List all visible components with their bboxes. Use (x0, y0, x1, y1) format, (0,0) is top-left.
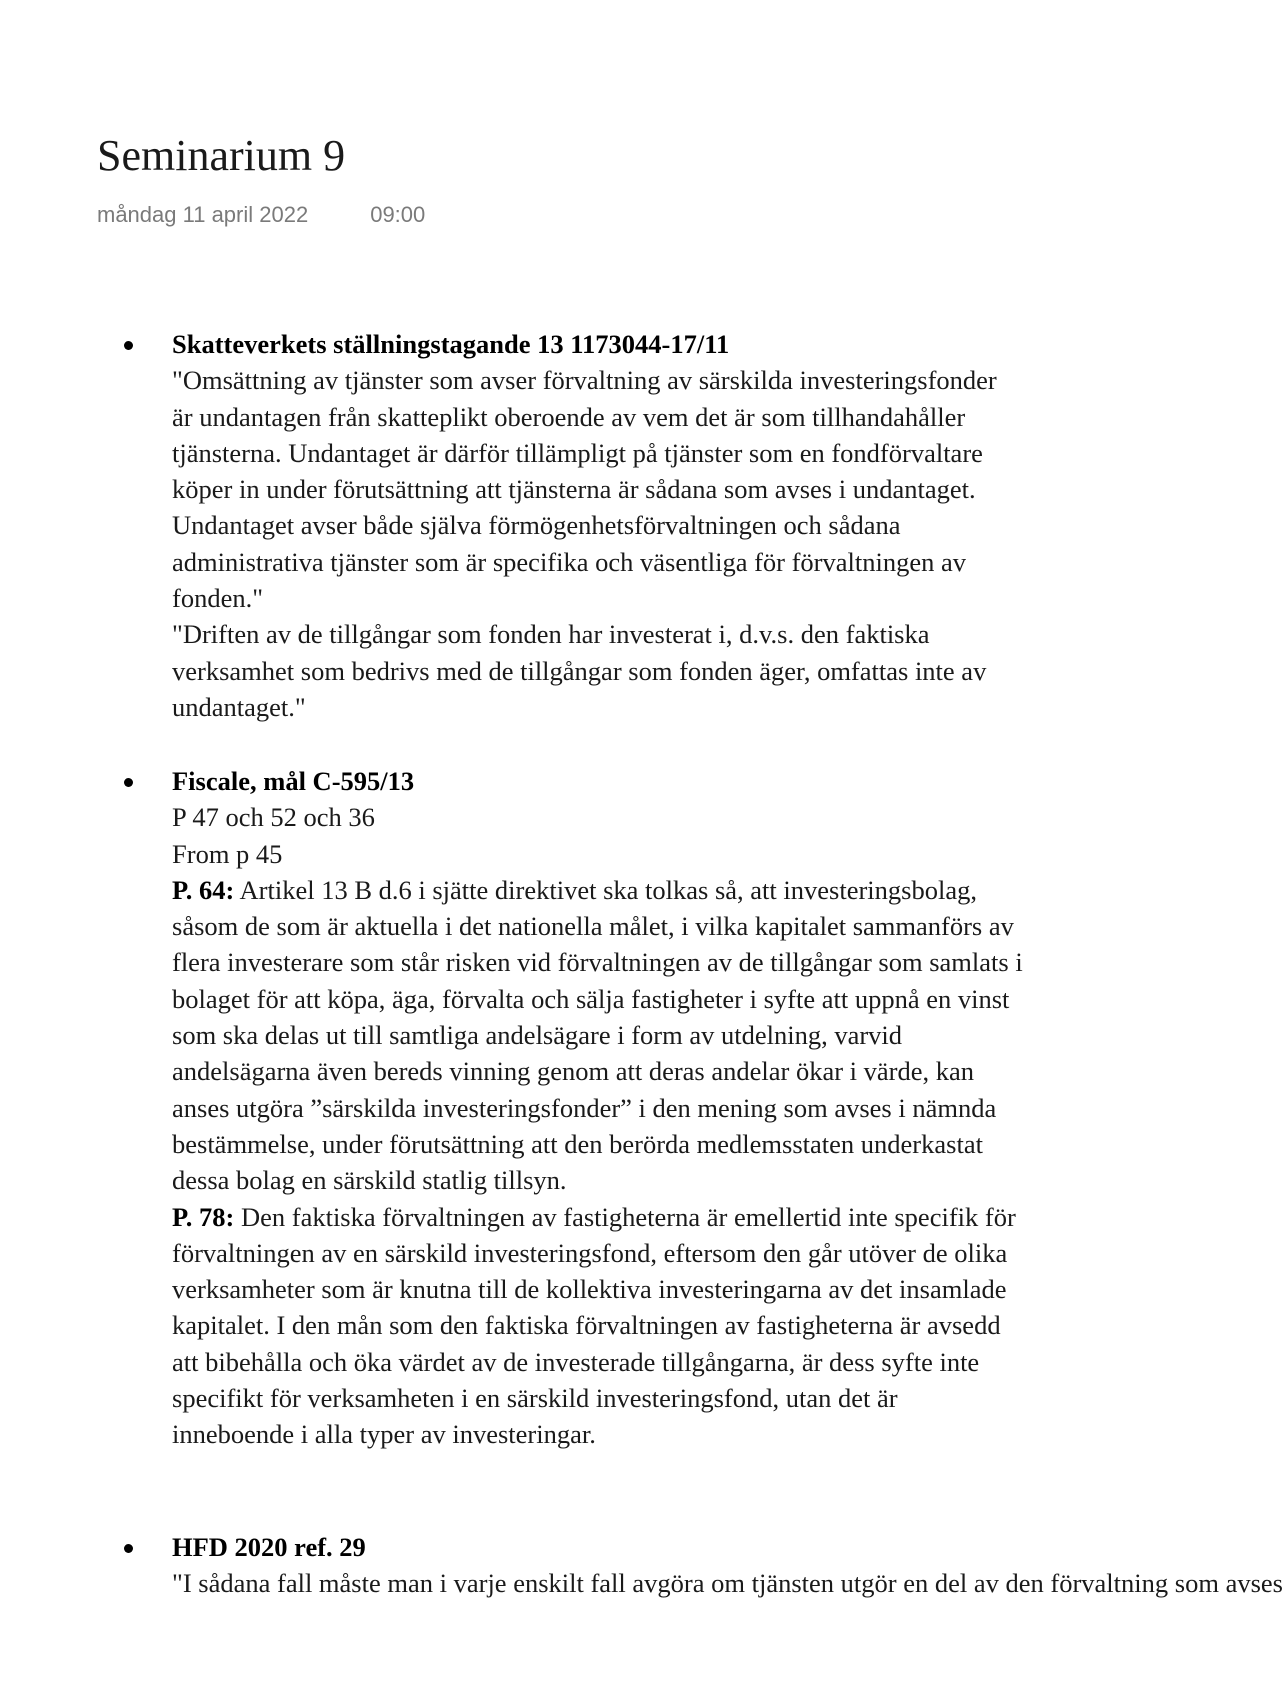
quote-line: "Driften av de tillgångar som fonden har investerat i, d.v.s. den faktiska (172, 619, 930, 650)
paragraph-line: flera investerare som står risken vid förvaltningen av de tillgångar som samlats i (172, 947, 1023, 978)
quote-line: köper in under förutsättning att tjänsterna är sådana som avses i undantaget. (172, 474, 976, 505)
quote-line: "Omsättning av tjänster som avser förvaltning av särskilda investeringsfonder (172, 365, 997, 396)
paragraph-label-p64: P. 64: (172, 874, 235, 905)
paragraph-text: Artikel 13 B d.6 i sjätte direktivet ska tolkas så, att investeringsbolag, (234, 874, 977, 905)
section-fiscale (172, 763, 1172, 1453)
quote-line: fonden." (172, 583, 264, 614)
paragraph-line: specifikt för verksamheten i en särskild investeringsfond, utan det är (172, 1383, 898, 1414)
bullet-icon (124, 1544, 133, 1553)
page-time: 09:00 (370, 202, 426, 227)
paragraph-line (172, 1199, 1172, 1235)
section-heading: HFD 2020 ref. 29 (172, 1532, 366, 1562)
paragraph-line: förvaltningen av en särskild investeringsfond, eftersom den går utöver de olika (172, 1237, 1008, 1268)
bullet-icon (124, 778, 133, 787)
paragraph-line: andelsägarna även bereds vinning genom att deras andelar ökar i värde, kan (172, 1056, 975, 1087)
paragraph-line: bestämmelse, under förutsättning att den berörda medlemsstaten underkastat (172, 1128, 983, 1159)
paragraph-line: att bibehålla och öka värdet av de investerade tillgångarna, är dess syfte inte (172, 1346, 980, 1377)
quote-line: undantaget." (172, 691, 306, 722)
paragraph-line (172, 872, 1172, 908)
quote-line: administrativa tjänster som är specifika och väsentliga för förvaltningen av (172, 546, 967, 577)
paragraph-label-p78: P. 78: (172, 1201, 235, 1232)
quote-line: är undantagen från skatteplikt oberoende av vem det är som tillhandahåller (172, 401, 966, 432)
paragraph-line: dessa bolag en särskild statlig tillsyn. (172, 1165, 567, 1196)
paragraph-line: som ska delas ut till samtliga andelsägare i form av utdelning, varvid (172, 1020, 903, 1051)
page-date: måndag 11 april 2022 (97, 202, 309, 227)
section-skatteverket (172, 326, 1172, 725)
paragraph-line: anses utgöra ”särskilda investeringsfonder” i den mening som avses i nämnda (172, 1092, 997, 1123)
quote-line: tjänsterna. Undantaget är därför tillämpligt på tjänster som en fondförvaltare (172, 437, 983, 468)
section-hfd (172, 1529, 1283, 1599)
paragraph-line: kapitalet. I den mån som den faktiska förvaltningen av fastigheterna är avsedd (172, 1310, 1001, 1341)
paragraph-line: verksamheter som är knutna till de kollektiva investeringarna av det insamlade (172, 1274, 1007, 1305)
bullet-icon (124, 341, 133, 350)
note-line: P 47 och 52 och 36 (172, 802, 375, 833)
note-line: From p 45 (172, 838, 283, 869)
paragraph-text: Den faktiska förvaltningen av fastigheterna är emellertid inte specifik för (234, 1201, 1016, 1232)
quote-line: Undantaget avser både själva förmögenhetsförvaltningen och sådana (172, 510, 901, 541)
paragraph-line: bolaget för att köpa, äga, förvalta och sälja fastigheter i syfte att uppnå en vinst (172, 983, 1010, 1014)
paragraph-line: såsom de som är aktuella i det nationella målet, i vilka kapitalet sammanförs av (172, 911, 1014, 942)
page-meta (97, 202, 425, 228)
paragraph-line: inneboende i alla typer av investeringar. (172, 1419, 596, 1450)
section-heading: Skatteverkets ställningstagande 13 1173044-17/11 (172, 329, 730, 359)
section-heading: Fiscale, mål C-595/13 (172, 766, 415, 796)
quote-line: verksamhet som bedrivs med de tillgångar som fonden äger, omfattas inte av (172, 655, 987, 686)
page-title: Seminarium 9 (97, 131, 346, 180)
cut-off-line: "I sådana fall måste man i varje enskilt fall avgöra om tjänsten utgör en del av den förvaltning som avses (172, 1568, 1283, 1599)
